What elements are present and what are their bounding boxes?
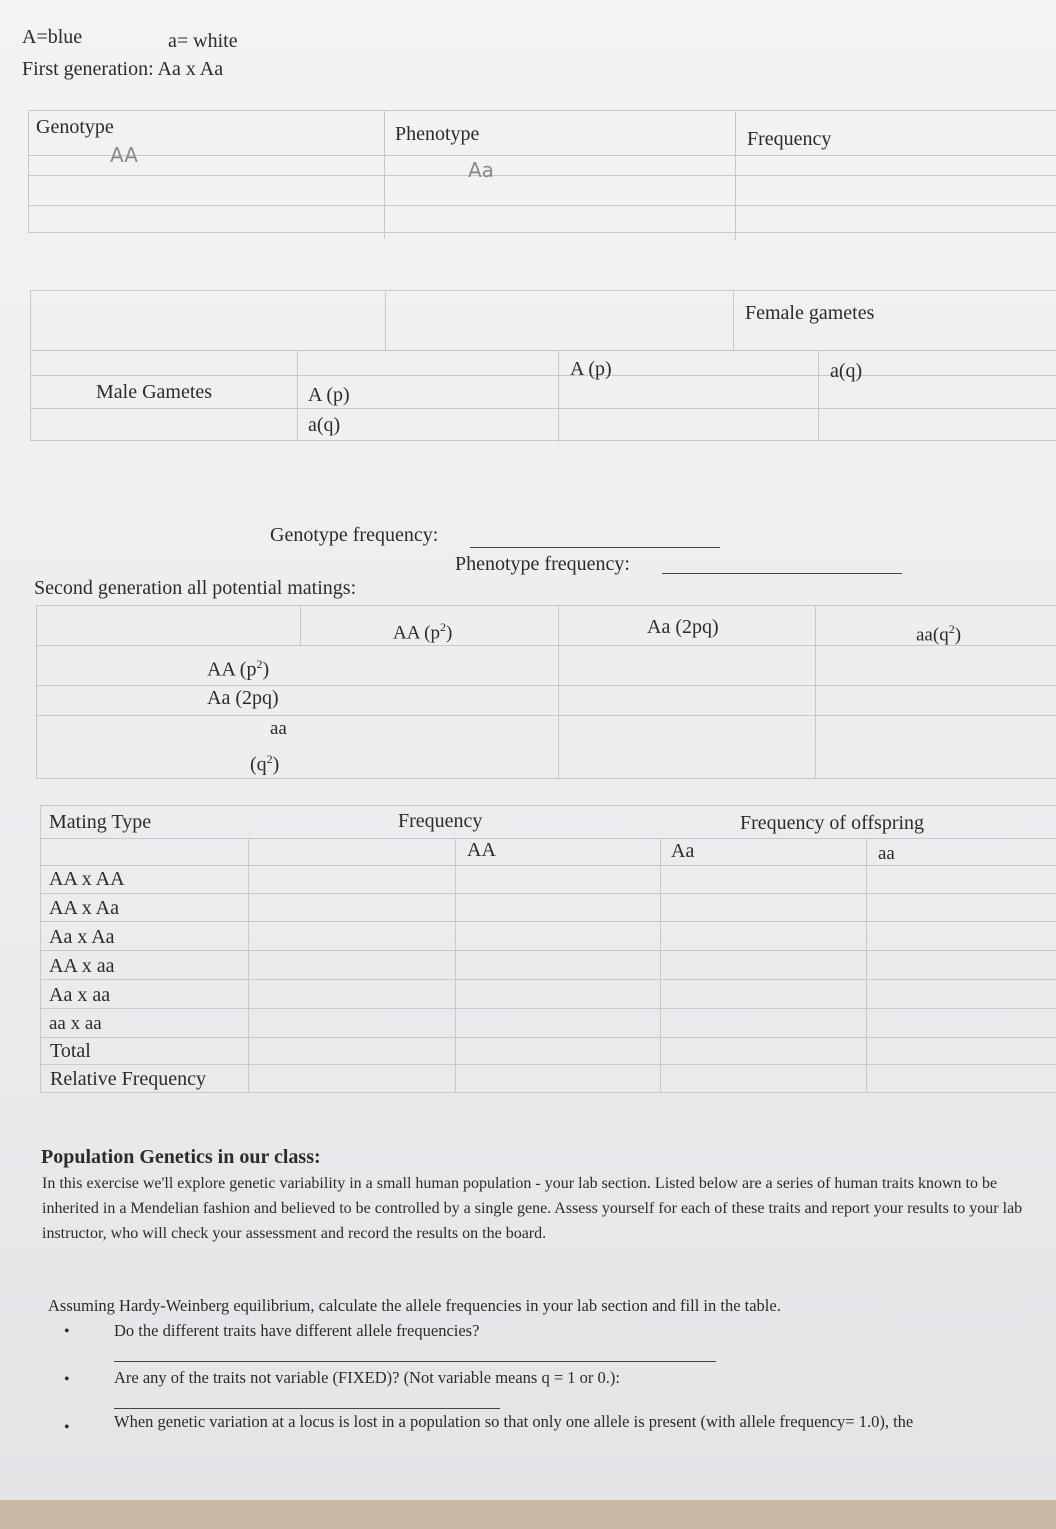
col-header-Aa: Aa (2pq) <box>647 616 719 638</box>
first-generation: First generation: Aa x Aa <box>22 58 224 80</box>
mating-row-relative-frequency: Relative Frequency <box>50 1068 207 1090</box>
header-mating-type: Mating Type <box>49 811 152 833</box>
question-genetic-variation: When genetic variation at a locus is lost in a population so that only one allele is present (with allele frequency= 1.0), the <box>114 1412 914 1431</box>
female-gamete-a: a(q) <box>830 360 863 382</box>
answer-blank-1[interactable] <box>114 1361 716 1362</box>
mating-row-total: Total <box>50 1040 91 1062</box>
mating-row-label: AA x Aa <box>49 897 119 919</box>
allele-dominant: A=blue <box>22 26 83 48</box>
allele-recessive: a= white <box>168 30 238 52</box>
mating-row-label: Aa x aa <box>49 984 111 1006</box>
second-generation-title: Second generation all potential matings: <box>34 577 357 599</box>
header-genotype: Genotype <box>36 116 114 138</box>
phenotype-frequency-blank[interactable] <box>662 573 902 574</box>
col-header-aa: $aa(q^2)$ <box>916 622 962 646</box>
question-allele-frequencies: Do the different traits have different allele frequencies? <box>114 1321 480 1340</box>
bullet: • <box>64 1419 70 1436</box>
female-gamete-A: A (p) <box>570 358 612 380</box>
handwritten-genotype: AA <box>110 143 138 167</box>
col-header-AA: AA $(p^2)$ <box>393 620 453 644</box>
subheader-AA: AA <box>467 839 496 861</box>
genotype-frequency-blank[interactable] <box>470 547 720 548</box>
female-gametes-label: Female gametes <box>745 302 875 324</box>
male-gamete-a: a(q) <box>308 414 341 436</box>
male-gametes-label: Male Gametes <box>96 381 213 403</box>
header-phenotype: Phenotype <box>395 123 480 145</box>
phenotype-frequency-label: Phenotype frequency: <box>455 553 630 575</box>
mating-row-label: aa x aa <box>49 1013 102 1034</box>
mating-row-label: AA x AA <box>49 868 125 890</box>
row-header-aa: aa <box>270 718 287 739</box>
row-header-q2: $(q^2)$ <box>250 752 280 776</box>
bullet: • <box>64 1371 70 1388</box>
mating-row-label: Aa x Aa <box>49 926 115 948</box>
answer-blank-2[interactable] <box>114 1408 500 1409</box>
bullet: • <box>64 1323 70 1340</box>
header-frequency: Frequency <box>747 128 832 150</box>
handwritten-phenotype: Aa <box>468 158 494 182</box>
header-offspring-frequency: Frequency of offspring <box>740 812 925 834</box>
header-mating-frequency: Frequency <box>398 810 483 832</box>
question-fixed-traits: Are any of the traits not variable (FIXED)? (Not variable means q = 1 or 0.): <box>114 1368 620 1387</box>
subheader-aa: aa <box>878 843 895 864</box>
row-header-Aa: Aa (2pq) <box>207 687 279 709</box>
population-paragraph: In this exercise we'll explore genetic variability in a small human population - your lab section. Listed below are a series of human traits known to be inherited in a Mendelian fashion and believed to be controlled by a single gene. Assess yourself for each of these traits and report your results to your lab instructor, who will check your assessment and record the results on the board. <box>42 1175 1023 1242</box>
population-title: Population Genetics in our class: <box>41 1146 321 1168</box>
subheader-Aa: Aa <box>671 840 695 862</box>
hardy-weinberg-intro: Assuming Hardy-Weinberg equilibrium, calculate the allele frequencies in your lab section and fill in the table. <box>48 1296 781 1315</box>
male-gamete-A: A (p) <box>308 384 350 406</box>
genotype-frequency-label: Genotype frequency: <box>270 524 439 546</box>
table-surface <box>0 1500 1056 1529</box>
mating-row-label: AA x aa <box>49 955 115 977</box>
row-header-AA: AA $(p^2)$ <box>207 657 270 681</box>
